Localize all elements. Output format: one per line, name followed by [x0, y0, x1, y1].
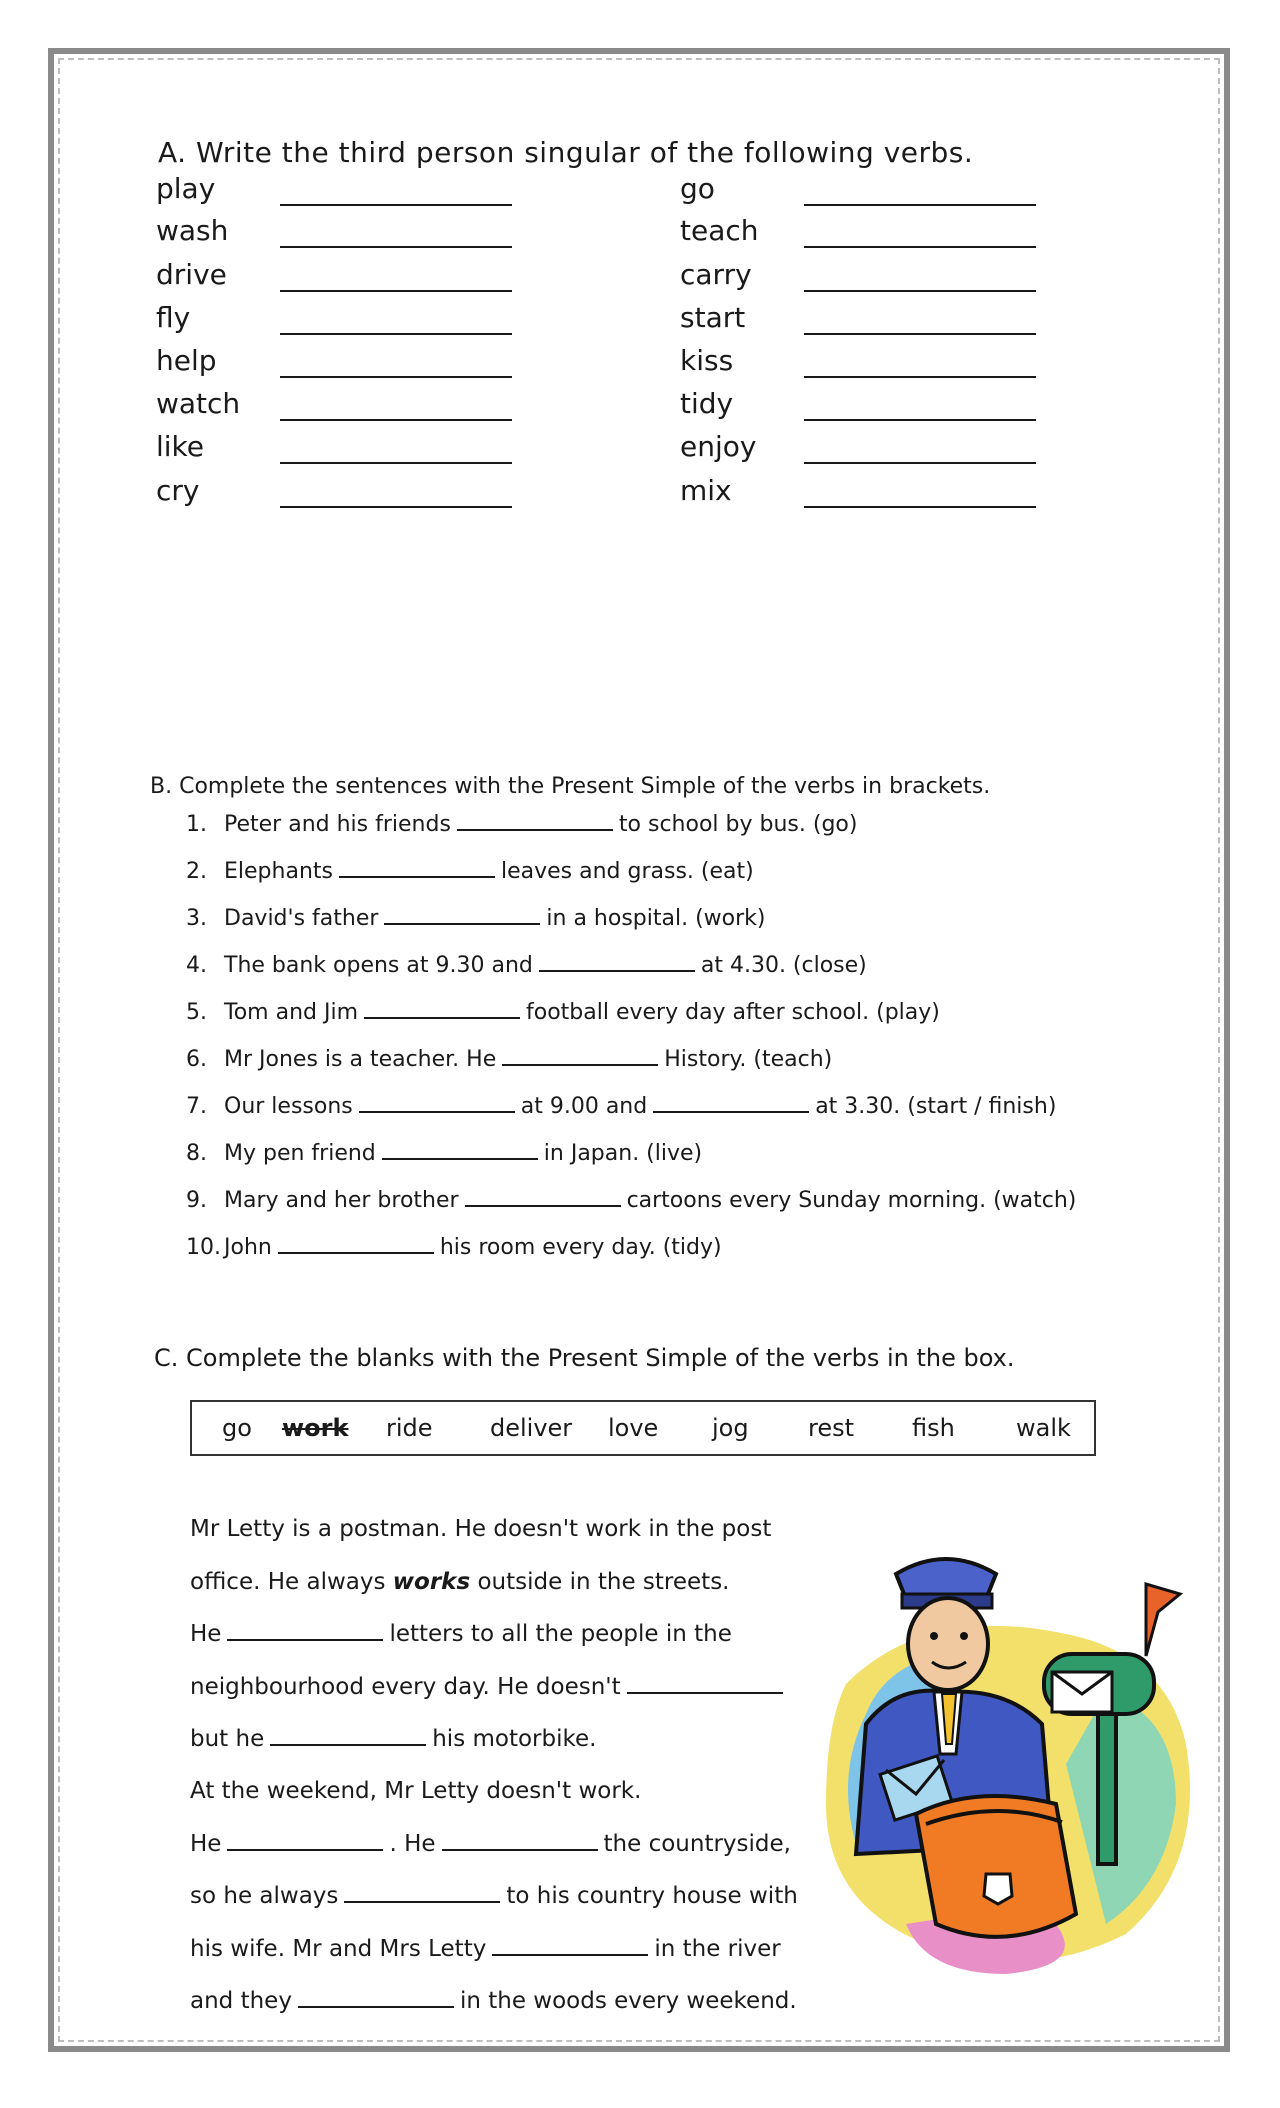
sentence-number: 9. — [186, 1188, 207, 1213]
sentence-item — [186, 1235, 722, 1260]
verb-word-box — [190, 1400, 1096, 1456]
answer-blank[interactable] — [804, 419, 1036, 421]
answer-blank[interactable] — [627, 1692, 783, 1694]
verb-word: watch — [156, 387, 241, 420]
answer-blank[interactable] — [492, 1954, 648, 1956]
sentence-number: 6. — [186, 1047, 207, 1072]
answer-blank[interactable] — [278, 1252, 434, 1254]
paragraph-text: the countryside, — [603, 1831, 791, 1857]
answer-blank[interactable] — [804, 204, 1036, 206]
verb-word: tidy — [680, 387, 734, 420]
paragraph-text: and they — [190, 1988, 292, 2014]
paragraph-text: neighbourhood every day. He doesn't — [190, 1674, 621, 1700]
sentence-text: The bank opens at 9.30 and — [224, 953, 533, 978]
box-word: walk — [1016, 1414, 1071, 1442]
paragraph-text: . He — [389, 1831, 436, 1857]
answer-blank[interactable] — [465, 1205, 621, 1207]
sentence-text: his room every day. (tidy) — [439, 1235, 722, 1260]
answer-blank[interactable] — [539, 970, 695, 972]
sentence-text: Tom and Jim — [224, 1000, 358, 1025]
paragraph-line — [190, 1569, 730, 1595]
paragraph-text: He — [190, 1831, 222, 1857]
answer-blank[interactable] — [344, 1901, 500, 1903]
paragraph-text: He — [190, 1621, 222, 1647]
verb-word: go — [680, 172, 715, 205]
verb-word: wash — [156, 214, 229, 247]
paragraph-line — [190, 1516, 771, 1542]
paragraph-text: in the river — [654, 1936, 781, 1962]
sentence-text: David's father — [224, 906, 379, 931]
answer-blank[interactable] — [384, 923, 540, 925]
box-word: go — [222, 1414, 252, 1442]
paragraph-text: Mr Letty is a postman. He doesn't work in the post — [190, 1516, 772, 1542]
answer-blank[interactable] — [359, 1111, 515, 1113]
paragraph-line — [190, 1831, 791, 1857]
verb-word: start — [680, 301, 746, 334]
sentence-number: 7. — [186, 1094, 207, 1119]
answer-blank[interactable] — [280, 204, 512, 206]
paragraph-text: At the weekend, Mr Letty doesn't work. — [190, 1778, 642, 1804]
sentence-text: Our lessons — [224, 1094, 353, 1119]
answer-blank[interactable] — [227, 1639, 383, 1641]
sentence-text: to school by bus. (go) — [618, 812, 858, 837]
answer-blank[interactable] — [804, 462, 1036, 464]
paragraph-text: his motorbike. — [432, 1726, 597, 1752]
sentence-number: 4. — [186, 953, 207, 978]
answer-blank[interactable] — [804, 290, 1036, 292]
mail-bag-icon — [916, 1796, 1076, 1937]
answer-blank[interactable] — [364, 1017, 520, 1019]
verb-word: play — [156, 172, 216, 205]
verb-word: help — [156, 344, 217, 377]
box-word-crossed-out: work — [282, 1414, 349, 1442]
verb-word: carry — [680, 258, 752, 291]
verb-word: enjoy — [680, 430, 757, 463]
sentence-item — [186, 812, 857, 837]
answer-blank[interactable] — [382, 1158, 538, 1160]
paragraph-text: to his country house with — [506, 1883, 798, 1909]
answer-blank[interactable] — [804, 246, 1036, 248]
section-b-heading: B. Complete the sentences with the Present Simple of the verbs in brackets. — [150, 774, 991, 799]
sentence-text: John — [224, 1235, 272, 1260]
verb-word: mix — [680, 474, 732, 507]
sentence-number: 1. — [186, 812, 207, 837]
sentence-text: football every day after school. (play) — [526, 1000, 940, 1025]
sentence-text: at 4.30. (close) — [700, 953, 867, 978]
example-answer: works — [392, 1569, 471, 1595]
sentence-text: at 9.00 and — [520, 1094, 648, 1119]
answer-blank[interactable] — [280, 246, 512, 248]
answer-blank[interactable] — [280, 506, 512, 508]
answer-blank[interactable] — [442, 1849, 598, 1851]
verb-word: like — [156, 430, 205, 463]
verb-word: drive — [156, 258, 227, 291]
answer-blank[interactable] — [502, 1064, 658, 1066]
postman-illustration — [806, 1544, 1206, 1984]
sentence-text: at 3.30. (start / finish) — [815, 1094, 1057, 1119]
sentence-item — [186, 953, 867, 978]
answer-blank[interactable] — [280, 419, 512, 421]
answer-blank[interactable] — [457, 829, 613, 831]
sentence-item — [186, 1141, 702, 1166]
answer-blank[interactable] — [280, 290, 512, 292]
answer-blank[interactable] — [339, 876, 495, 878]
sentence-item — [186, 1047, 832, 1072]
sentence-item — [186, 906, 765, 931]
box-word: deliver — [490, 1414, 573, 1442]
paragraph-line — [190, 1883, 798, 1909]
verb-word: kiss — [680, 344, 734, 377]
verb-word: fly — [156, 301, 191, 334]
paragraph-text: but he — [190, 1726, 265, 1752]
box-word: ride — [386, 1414, 433, 1442]
sentence-text: Peter and his friends — [224, 812, 451, 837]
paragraph-line — [190, 1726, 596, 1752]
box-word: fish — [912, 1414, 955, 1442]
sentence-text: cartoons every Sunday morning. (watch) — [626, 1188, 1077, 1213]
sentence-item — [186, 1000, 940, 1025]
sentence-text: My pen friend — [224, 1141, 376, 1166]
paragraph-line — [190, 1621, 732, 1647]
sentence-item — [186, 1188, 1076, 1213]
verb-word: cry — [156, 474, 200, 507]
paragraph-line — [190, 1674, 789, 1700]
paragraph-text: his wife. Mr and Mrs Letty — [190, 1936, 487, 1962]
answer-blank[interactable] — [280, 462, 512, 464]
box-word: love — [608, 1414, 659, 1442]
paragraph-text: office. He always — [190, 1569, 386, 1595]
sentence-number: 8. — [186, 1141, 207, 1166]
verb-word: teach — [680, 214, 759, 247]
sentence-text: Mary and her brother — [224, 1188, 459, 1213]
sentence-number: 5. — [186, 1000, 207, 1025]
answer-blank[interactable] — [804, 333, 1036, 335]
sentence-number: 10. — [186, 1235, 221, 1260]
sentence-item — [186, 1094, 1056, 1119]
sentence-text: Elephants — [224, 859, 333, 884]
box-word: jog — [712, 1414, 749, 1442]
answer-blank[interactable] — [298, 2006, 454, 2008]
paragraph-line — [190, 1988, 797, 2014]
section-c-heading: C. Complete the blanks with the Present Simple of the verbs in the box. — [154, 1344, 1015, 1372]
paragraph-text: in the woods every weekend. — [459, 1988, 797, 2014]
sentence-item — [186, 859, 754, 884]
paragraph-text: letters to all the people in the — [389, 1621, 732, 1647]
box-word: rest — [808, 1414, 855, 1442]
sentence-number: 3. — [186, 906, 207, 931]
sentence-text: Mr Jones is a teacher. He — [224, 1047, 497, 1072]
sentence-text: leaves and grass. (eat) — [500, 859, 754, 884]
sentence-text: in a hospital. (work) — [546, 906, 766, 931]
paragraph-text: so he always — [190, 1883, 339, 1909]
paragraph-line — [190, 1936, 781, 1962]
answer-blank[interactable] — [280, 376, 512, 378]
answer-blank[interactable] — [227, 1849, 383, 1851]
answer-blank[interactable] — [804, 376, 1036, 378]
paragraph-text: outside in the streets. — [477, 1569, 730, 1595]
section-a-heading: A. Write the third person singular of the following verbs. — [158, 136, 974, 169]
answer-blank[interactable] — [653, 1111, 809, 1113]
sentence-number: 2. — [186, 859, 207, 884]
answer-blank[interactable] — [280, 333, 512, 335]
sentence-text: History. (teach) — [664, 1047, 833, 1072]
paragraph-line — [190, 1778, 641, 1804]
sentence-text: in Japan. (live) — [543, 1141, 703, 1166]
answer-blank[interactable] — [804, 506, 1036, 508]
answer-blank[interactable] — [270, 1744, 426, 1746]
worksheet-page — [48, 48, 1230, 2052]
